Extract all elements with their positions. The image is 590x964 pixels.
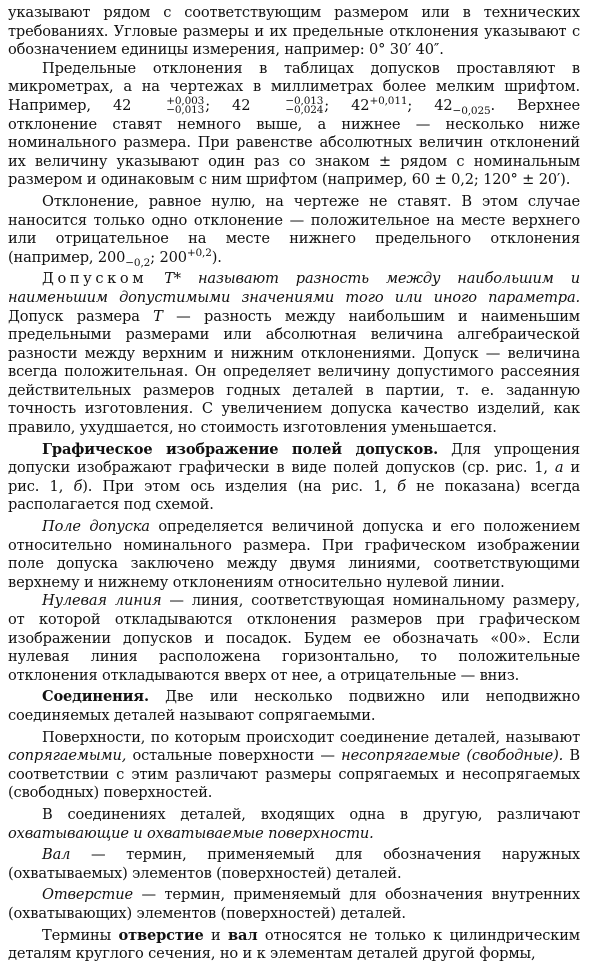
paragraph-1	[8, 4, 580, 60]
paragraph-8-joints	[8, 688, 580, 725]
text-run: указывают рядом с соответствующим размером или в технических требованиях. Угловые размеры и их предельные отклонения указывают с обозначением единицы измерения, например: 0° 30′ 40″.	[8, 4, 580, 59]
italic-text: б	[397, 477, 406, 495]
text-run: ; 42	[205, 96, 251, 114]
text-run: относятся не только к цилиндрическим деталям круглого сечения, но и к элементам деталей другой формы,	[8, 926, 580, 963]
upper-deviation: +0,011	[369, 95, 408, 108]
italic-text: несопрягаемые (свободные).	[341, 747, 564, 765]
italic-text: а	[554, 459, 564, 477]
paragraph-12-hole	[8, 886, 580, 923]
text-run: определяется величиной допуска и его положением относительно номинального размера. При графическом изображении поле допуска заключено между двумя линиями, соответствующими верхнему и нижнему отклонениям относительно нулевой линии.	[8, 518, 580, 591]
paragraph-11-shaft	[8, 846, 580, 883]
lower-deviation: −0,013	[166, 103, 205, 116]
text-run: ; 42	[324, 96, 370, 114]
spaced-term: Допуском	[42, 270, 148, 288]
italic-text: охватывающие и охватываемые поверхности.	[8, 824, 374, 842]
tolerance-deviation-stack	[251, 94, 324, 116]
text-run: — термин, применяемый для обозначения наружных (охватываемых) элементов (поверхностей) деталей.	[8, 846, 580, 882]
upper-deviation: +0,003	[166, 94, 205, 107]
paragraph-2	[8, 60, 580, 190]
paragraph-6-tolerance-field	[8, 518, 580, 592]
text-run: — линия, соответствующая номинальному размеру, от которой откладываются отклонения размеров при графическом изображении допусков и посадок. Будем ее обозначать «00». Если нулевая линия расположена горизонтально, то положительные отклонения откладываются вверх от нее, а отрицательные — вниз.	[8, 592, 580, 684]
paragraph-9-mating-surfaces	[8, 729, 580, 803]
italic-text: T	[153, 307, 163, 325]
italic-text: Поле допуска	[42, 518, 150, 536]
italic-text: Вал	[42, 846, 71, 864]
paragraph-4-tolerance-definition	[8, 270, 580, 437]
text-run: Отклонение, равное нулю, на чертеже не ставят. В этом случае наносится только одно отклонение — положительное на месте верхнего или отрицательное на месте нижнего предельного отклонения (например, 200	[8, 192, 580, 266]
lower-deviation: −0,025	[452, 104, 491, 117]
bold-term: вал	[228, 926, 258, 944]
upper-deviation: −0,013	[285, 94, 324, 107]
text-run: В соответствии с этим различают размеры сопрягаемых и несопрягаемых (свободных) поверхностей.	[8, 747, 580, 802]
italic-text: Нулевая линия	[42, 592, 162, 610]
italic-text: б	[73, 477, 83, 495]
text-run: не показана) всегда располагается под схемой.	[8, 477, 580, 514]
italic-text: T*	[164, 270, 181, 288]
text-run: — разность между наибольшим и наименьшим предельными размерами или абсолютная величина алгебраической разности между верхним и нижним отклонениями. Допуск — величина всегда положительная. Он определяет величину допустимого рассеяния действительных размеров годных деталей в партии, т. е. заданную точность изготовления. С увеличением допуска качество изделий, как правило, ухудшается, но стоимость изготовления уменьшается.	[8, 307, 580, 437]
paragraph-3	[8, 193, 580, 267]
bold-term: Графическое изображение полей допусков.	[42, 440, 439, 458]
italic-text: называют разность между наибольшим и наименьшим допустимыми значениями того или иного параметра.	[8, 270, 580, 306]
lower-deviation: −0,2	[125, 256, 151, 269]
text-run: Предельные отклонения в таблицах допусков проставляют в микрометрах, а на чертежах в миллиметрах более мелким шрифтом. Например, 42	[8, 59, 580, 114]
text-run: ). При этом ось изделия (на рис. 1,	[82, 477, 398, 495]
paragraph-7-zero-line	[8, 592, 580, 685]
text-run: Две или несколько подвижно или неподвижно соединяемых деталей называют сопрягаемыми.	[8, 688, 580, 724]
text-run: Термины	[42, 926, 119, 944]
paragraph-13-terms	[8, 927, 580, 964]
text-run: и	[203, 926, 229, 944]
upper-deviation: +0,2	[186, 246, 212, 259]
text-run: ).	[211, 248, 222, 266]
text-run: остальные поверхности —	[126, 747, 342, 765]
tolerance-deviation-stack	[132, 94, 205, 116]
italic-text: Отверстие	[42, 886, 133, 904]
bold-term: Соединения.	[42, 688, 149, 706]
text-run: — термин, применяемый для обозначения внутренних (охватывающих) элементов (поверхностей) деталей.	[8, 886, 580, 922]
text-run: Допуск размера	[8, 307, 154, 325]
lower-deviation: −0,024	[285, 103, 324, 116]
text-run: Для упрощения допуски изображают графически в виде полей допусков (ср. рис. 1,	[8, 440, 580, 477]
italic-text: сопрягаемыми,	[8, 747, 127, 765]
text-run: ; 42	[407, 96, 453, 114]
text-run: Поверхности, по которым происходит соединение деталей, называют	[42, 728, 580, 746]
text-run: В соединениях деталей, входящих одна в другую, различают	[42, 805, 580, 823]
bold-term: отверстие	[118, 926, 204, 944]
text-run	[147, 270, 164, 287]
text-run: . Верхнее отклонение ставят немного выше, а нижнее — несколько ниже номинального размера. При равенстве абсолютных величин отклонений их величину указывают один раз со знаком ± рядом с номинальным размером и одинаковым с ним шрифтом (например, 60 ± 0,2; 120° ± 20′).	[8, 96, 580, 189]
text-run: и рис. 1,	[8, 459, 581, 495]
paragraph-10-enclosing-surfaces	[8, 806, 580, 843]
paragraph-5-graphic-tolerance-fields	[8, 441, 580, 515]
text-run: ; 200	[150, 248, 187, 266]
